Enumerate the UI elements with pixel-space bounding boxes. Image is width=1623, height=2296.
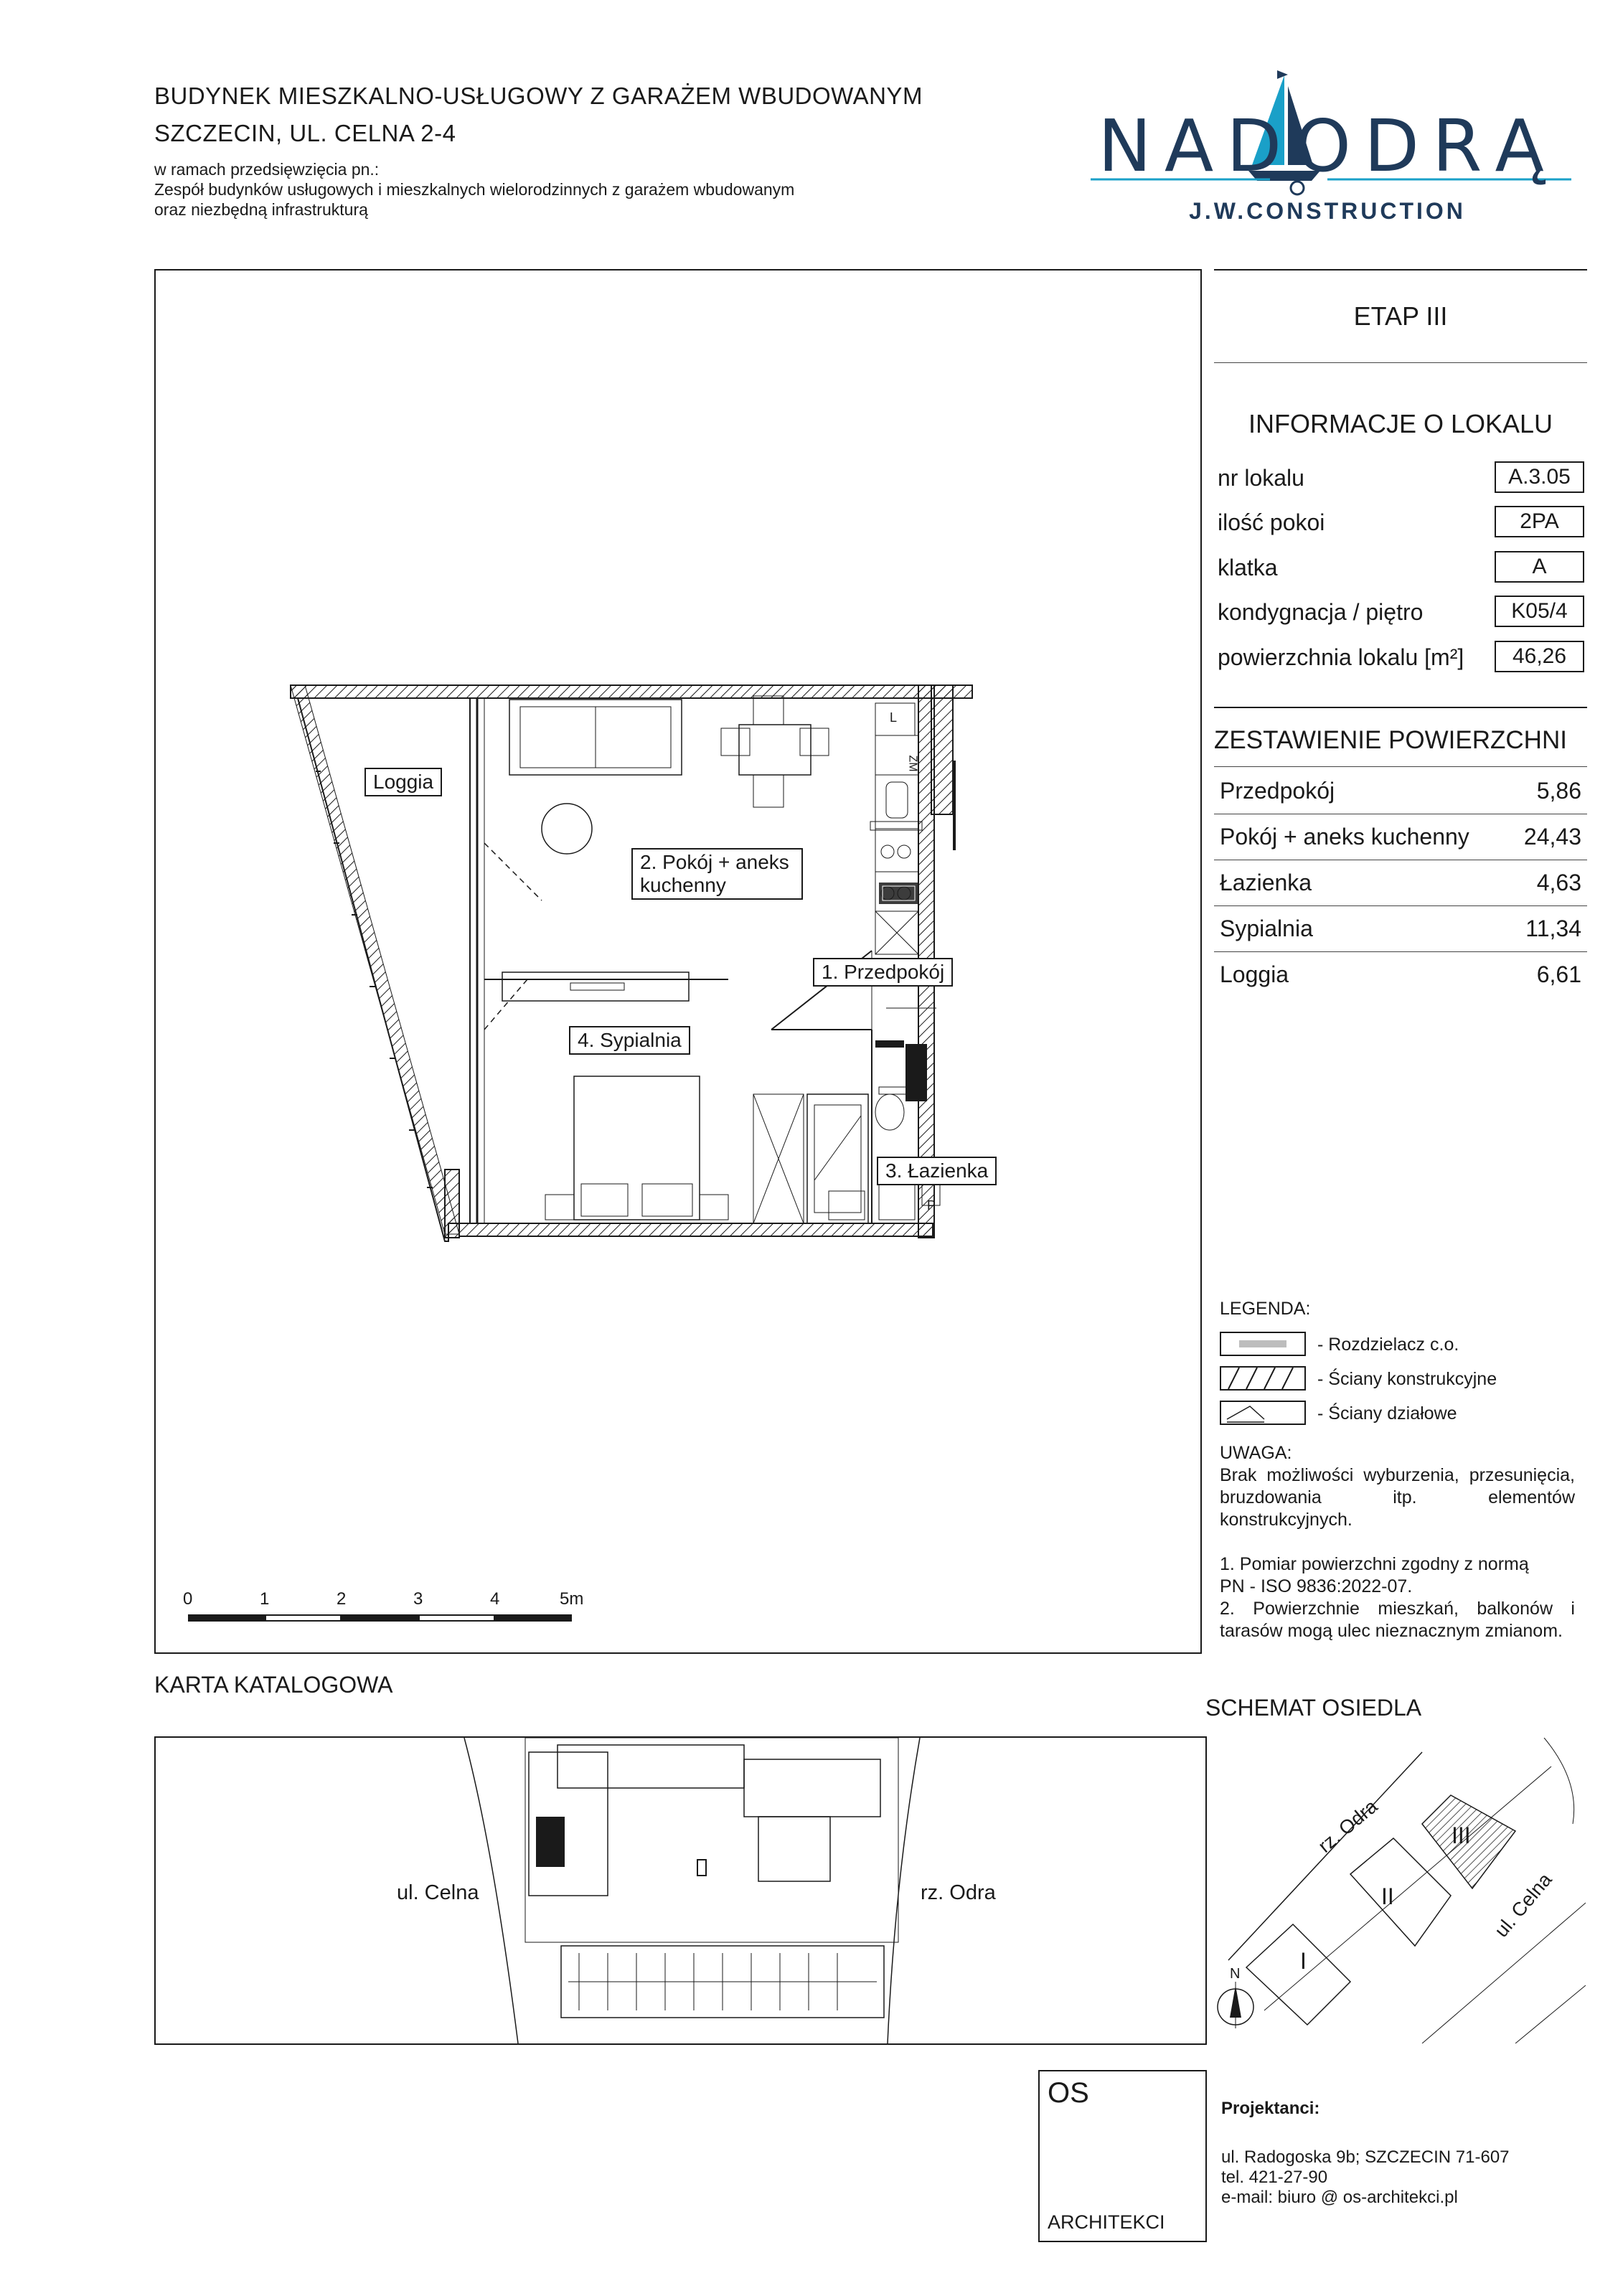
karta-map — [156, 1738, 1205, 2043]
scale-bar — [188, 1614, 579, 1623]
summary-row — [1214, 860, 1587, 906]
legend-item-konstrukcyjne: - Ściany konstrukcyjne — [1317, 1369, 1497, 1389]
scale-tick-4: 4 — [490, 1589, 500, 1609]
project-context-line2: oraz niezbędną infrastrukturą — [154, 200, 368, 219]
room-label-sypialnia: 4. Sypialnia — [569, 1026, 690, 1055]
logo-company: J.W.CONSTRUCTION — [1189, 198, 1466, 224]
notes-title: UWAGA: — [1220, 1443, 1292, 1463]
notes-text-1: Brak możliwości wyburzenia, przesunięcia, bruzdowania itp. elementów konstrukcyjnych. — [1220, 1465, 1575, 1530]
schemat-river-label: rz. Odra — [1314, 1795, 1382, 1857]
summary-value: 5,86 — [1536, 778, 1581, 804]
schemat-street-label: ul. Celna — [1490, 1868, 1556, 1942]
project-context-line1: Zespół budynków usługowych i mieszkalnych wielorodzinnych z garażem wbudowanym — [154, 180, 795, 199]
info-label-klatka: klatka — [1218, 555, 1278, 580]
designer-phone: tel. 421-27-90 — [1221, 2168, 1328, 2187]
os-logo-text: OS — [1048, 2077, 1089, 2109]
summary-row — [1214, 814, 1587, 860]
legend-title: LEGENDA: — [1220, 1299, 1311, 1319]
scale-tick-1: 1 — [260, 1589, 270, 1609]
scale-tick-2: 2 — [337, 1589, 347, 1609]
designer-email[interactable]: e-mail: biuro @ os-architekci.pl — [1221, 2188, 1458, 2207]
info-title: INFORMACJE O LOKALU — [1248, 409, 1553, 438]
info-label-kondygnacja: kondygnacja / piętro — [1218, 599, 1424, 625]
schemat-building-3: III — [1452, 1822, 1471, 1848]
legend-swatch-rozdzielacz — [1220, 1332, 1306, 1356]
notes-text-2b: PN - ISO 9836:2022-07. — [1220, 1576, 1413, 1596]
summary-value: 11,34 — [1525, 916, 1581, 941]
legend-swatch-konstrukcyjne — [1220, 1366, 1306, 1391]
karta-river-label: rz. Odra — [921, 1881, 996, 1904]
etap-title: ETAP III — [1353, 301, 1448, 331]
room-label-przedpokoj: 1. Przedpokój — [813, 958, 953, 987]
info-value-powierzchnia: 46,26 — [1495, 641, 1584, 672]
scale-tick-0: 0 — [183, 1589, 193, 1609]
notes-text-3: 2. Powierzchnie mieszkań, balkonów i tarasów mogą ulec nieznacznym zmianom. — [1220, 1599, 1575, 1641]
summary-label: Pokój + aneks kuchenny — [1220, 824, 1469, 850]
summary-label: Przedpokój — [1220, 778, 1335, 804]
info-value-klatka: A — [1495, 551, 1584, 583]
schemat-title: SCHEMAT OSIEDLA — [1205, 1695, 1422, 1721]
scale-tick-5: 5m — [560, 1589, 584, 1609]
room-label-loggia: Loggia — [364, 768, 442, 796]
designer-address: ul. Radogoska 9b; SZCZECIN 71-607 — [1221, 2147, 1510, 2167]
room-label-pokoj: 2. Pokój + aneks kuchenny — [631, 848, 803, 900]
summary-value: 6,61 — [1536, 961, 1581, 987]
dishwasher-label: ZM — [906, 755, 919, 772]
project-context-label: w ramach przedsięwzięcia pn.: — [154, 160, 380, 179]
karta-street-label: ul. Celna — [397, 1881, 479, 1904]
info-value-nr: A.3.05 — [1495, 461, 1584, 493]
logo-wordmark: NADODRĄ — [1098, 104, 1557, 188]
north-label: N — [1230, 1966, 1241, 1982]
info-label-nr: nr lokalu — [1218, 465, 1304, 491]
project-address: SZCZECIN, UL. CELNA 2-4 — [154, 120, 456, 146]
legend-item-rozdzielacz: - Rozdzielacz c.o. — [1317, 1335, 1459, 1355]
info-value-kondygnacja: K05/4 — [1495, 596, 1584, 627]
summary-label: Łazienka — [1220, 870, 1312, 895]
schemat-building-1: I — [1300, 1948, 1307, 1974]
legend-swatch-dzialowe — [1220, 1401, 1306, 1425]
summary-title: ZESTAWIENIE POWIERZCHNI — [1214, 726, 1567, 754]
summary-value: 4,63 — [1536, 870, 1581, 895]
wall-top — [291, 685, 972, 698]
project-title: BUDYNEK MIESZKALNO-USŁUGOWY Z GARAŻEM WBUDOWANYM — [154, 83, 923, 109]
summary-value: 24,43 — [1523, 824, 1581, 850]
room-label-lazienka: 3. Łazienka — [877, 1157, 997, 1185]
summary-row — [1214, 905, 1587, 952]
wall-bottom — [459, 1223, 933, 1236]
schemat-building-2: II — [1381, 1883, 1394, 1909]
info-label-powierzchnia: powierzchnia lokalu [m²] — [1218, 644, 1464, 670]
summary-label: Loggia — [1220, 961, 1289, 987]
floor-plan — [154, 269, 1202, 1654]
scale-tick-3: 3 — [413, 1589, 423, 1609]
summary-label: Sypialnia — [1220, 916, 1313, 941]
notes-text-2a: 1. Pomiar powierzchni zgodny z normą — [1220, 1554, 1529, 1574]
info-value-pokoi: 2PA — [1495, 506, 1584, 537]
summary-row — [1214, 951, 1587, 997]
fridge-label: L — [890, 710, 898, 725]
legend-item-dzialowe: - Ściany działowe — [1317, 1403, 1457, 1424]
washer-label: P — [927, 1198, 936, 1213]
architekci-text: ARCHITEKCI — [1048, 2211, 1165, 2233]
summary-row — [1214, 768, 1587, 814]
info-label-pokoi: ilość pokoi — [1218, 509, 1325, 535]
nadodra-logo — [1069, 65, 1586, 230]
projektanci-label: Projektanci: — [1221, 2099, 1320, 2118]
karta-title: KARTA KATALOGOWA — [154, 1672, 393, 1698]
